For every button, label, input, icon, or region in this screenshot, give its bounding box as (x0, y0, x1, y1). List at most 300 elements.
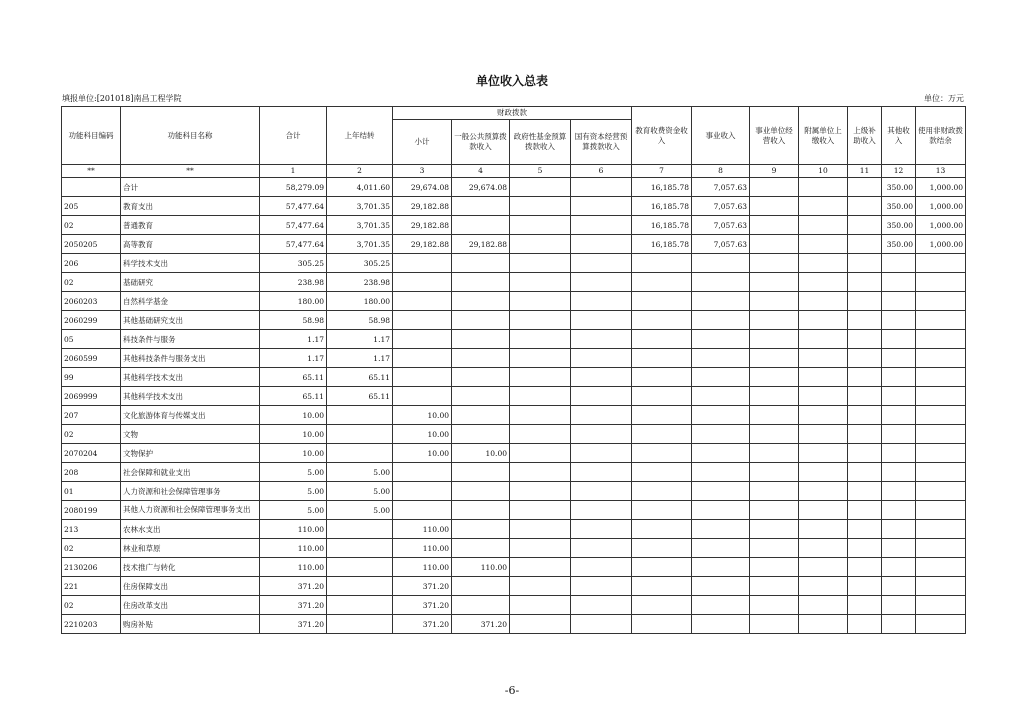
table-row (62, 349, 966, 368)
row-value (750, 482, 799, 501)
row-value (692, 463, 750, 482)
row-value (510, 273, 571, 292)
row-name: 文化旅游体育与传媒支出 (121, 406, 260, 425)
row-value (452, 216, 510, 235)
row-value (571, 330, 632, 349)
row-value (750, 539, 799, 558)
row-value (882, 577, 916, 596)
row-value (632, 311, 692, 330)
row-value (393, 292, 452, 311)
row-value (799, 387, 848, 406)
row-value (632, 349, 692, 368)
row-value (882, 444, 916, 463)
row-value (393, 330, 452, 349)
row-value (799, 349, 848, 368)
row-value (393, 387, 452, 406)
row-value (632, 558, 692, 577)
row-value (750, 387, 799, 406)
row-value (510, 406, 571, 425)
row-value: 16,185.78 (632, 235, 692, 254)
index-cell: 9 (750, 165, 799, 178)
row-value (916, 425, 966, 444)
row-value (632, 425, 692, 444)
row-value (452, 311, 510, 330)
row-value (882, 425, 916, 444)
row-value (571, 368, 632, 387)
row-value (632, 387, 692, 406)
row-code (62, 178, 121, 197)
row-value: 350.00 (882, 216, 916, 235)
row-code: 206 (62, 254, 121, 273)
row-value: 238.98 (327, 273, 393, 292)
row-value (510, 368, 571, 387)
row-value: 4,011.60 (327, 178, 393, 197)
row-value (510, 254, 571, 273)
row-value (327, 596, 393, 615)
header-non-fiscal: 使用非财政拨款结余 (916, 107, 966, 165)
row-value: 371.20 (393, 615, 452, 634)
reporting-unit: 填报单位:[201018]南昌工程学院 (62, 94, 182, 103)
row-name: 科技条件与服务 (121, 330, 260, 349)
row-code: 2070204 (62, 444, 121, 463)
row-value (799, 482, 848, 501)
row-value (848, 596, 882, 615)
row-value (510, 444, 571, 463)
row-name: 高等教育 (121, 235, 260, 254)
row-name: 科学技术支出 (121, 254, 260, 273)
row-value: 110.00 (393, 539, 452, 558)
row-value (452, 425, 510, 444)
row-value (632, 482, 692, 501)
row-value (916, 292, 966, 311)
row-value (750, 520, 799, 539)
row-value (510, 216, 571, 235)
row-value: 16,185.78 (632, 197, 692, 216)
index-cell: 6 (571, 165, 632, 178)
currency-unit: 单位：万元 (924, 94, 964, 103)
row-value (571, 558, 632, 577)
row-name: 其他基础研究支出 (121, 311, 260, 330)
row-value: 110.00 (260, 558, 327, 577)
row-value: 58.98 (260, 311, 327, 330)
row-code: 2210203 (62, 615, 121, 634)
row-value (510, 501, 571, 520)
row-value (750, 216, 799, 235)
row-value (799, 235, 848, 254)
table-row (62, 235, 966, 254)
header-business-op: 事业单位经营收入 (750, 107, 799, 165)
row-value (848, 520, 882, 539)
row-value (452, 596, 510, 615)
header-fiscal-group: 财政拨款 (393, 107, 632, 120)
row-value (882, 349, 916, 368)
row-name: 农林水支出 (121, 520, 260, 539)
index-cell: 8 (692, 165, 750, 178)
row-value (571, 577, 632, 596)
index-cell: 7 (632, 165, 692, 178)
row-value (571, 520, 632, 539)
row-value (692, 254, 750, 273)
row-name: 林业和草原 (121, 539, 260, 558)
table-row (62, 197, 966, 216)
row-value (632, 596, 692, 615)
row-value: 7,057.63 (692, 197, 750, 216)
row-value (452, 197, 510, 216)
row-value (916, 406, 966, 425)
row-value (848, 501, 882, 520)
index-row (62, 165, 966, 178)
row-value (799, 254, 848, 273)
row-value (750, 463, 799, 482)
row-value (510, 197, 571, 216)
index-cell: 4 (452, 165, 510, 178)
row-value (510, 482, 571, 501)
row-value (632, 273, 692, 292)
row-value (799, 330, 848, 349)
row-value: 29,182.88 (393, 235, 452, 254)
row-value (799, 425, 848, 444)
income-summary-table (61, 106, 966, 634)
row-value (916, 615, 966, 634)
row-value: 29,182.88 (393, 197, 452, 216)
row-value (692, 330, 750, 349)
row-value (882, 387, 916, 406)
row-name: 住房改革支出 (121, 596, 260, 615)
row-code: 221 (62, 577, 121, 596)
row-value (882, 254, 916, 273)
index-cell: 12 (882, 165, 916, 178)
row-value (510, 558, 571, 577)
row-value (632, 463, 692, 482)
row-value (393, 311, 452, 330)
table-row (62, 311, 966, 330)
row-value (799, 520, 848, 539)
row-name: 其他科学技术支出 (121, 387, 260, 406)
row-value: 110.00 (393, 520, 452, 539)
row-value (692, 406, 750, 425)
row-name: 自然科学基金 (121, 292, 260, 311)
row-value (327, 558, 393, 577)
row-value (632, 615, 692, 634)
row-value (848, 615, 882, 634)
row-value: 1.17 (327, 330, 393, 349)
table-row (62, 444, 966, 463)
row-value (848, 330, 882, 349)
row-value (750, 178, 799, 197)
row-value (452, 501, 510, 520)
row-value (571, 615, 632, 634)
row-value (692, 368, 750, 387)
row-value (750, 311, 799, 330)
row-value (393, 254, 452, 273)
row-value: 238.98 (260, 273, 327, 292)
row-value (916, 501, 966, 520)
row-value (916, 387, 966, 406)
table-row (62, 178, 966, 197)
row-value (848, 558, 882, 577)
row-value (882, 330, 916, 349)
row-value (916, 539, 966, 558)
row-value (632, 444, 692, 463)
page-number: -6- (504, 684, 520, 697)
row-value: 7,057.63 (692, 216, 750, 235)
row-value: 16,185.78 (632, 178, 692, 197)
row-value (632, 330, 692, 349)
row-value: 371.20 (260, 615, 327, 634)
row-value (799, 216, 848, 235)
row-value (452, 292, 510, 311)
row-value: 5.00 (327, 463, 393, 482)
table-row (62, 558, 966, 577)
row-value (750, 577, 799, 596)
row-value: 1,000.00 (916, 197, 966, 216)
row-value (327, 539, 393, 558)
row-value: 57,477.64 (260, 235, 327, 254)
row-value (916, 349, 966, 368)
row-value (750, 596, 799, 615)
index-cell: 3 (393, 165, 452, 178)
row-value (916, 273, 966, 292)
header-general-budget: 一般公共预算拨款收入 (452, 120, 510, 165)
row-value (848, 463, 882, 482)
row-value: 65.11 (260, 368, 327, 387)
row-code: 02 (62, 273, 121, 292)
row-value (510, 330, 571, 349)
row-value (848, 482, 882, 501)
row-value (692, 558, 750, 577)
row-value: 305.25 (327, 254, 393, 273)
row-value (632, 292, 692, 311)
row-value (632, 254, 692, 273)
row-code: 2060599 (62, 349, 121, 368)
row-value (848, 387, 882, 406)
row-value (882, 558, 916, 577)
row-value (882, 501, 916, 520)
row-code: 205 (62, 197, 121, 216)
row-value (882, 520, 916, 539)
row-value (882, 406, 916, 425)
row-value (750, 349, 799, 368)
row-value: 7,057.63 (692, 178, 750, 197)
row-code: 2069999 (62, 387, 121, 406)
row-value (571, 273, 632, 292)
row-value (571, 596, 632, 615)
row-value (510, 520, 571, 539)
row-value (799, 463, 848, 482)
row-value (393, 482, 452, 501)
row-value (882, 311, 916, 330)
row-value (571, 197, 632, 216)
row-value (848, 368, 882, 387)
row-name: 合计 (121, 178, 260, 197)
row-value (882, 615, 916, 634)
row-name: 教育支出 (121, 197, 260, 216)
row-value (571, 387, 632, 406)
row-value: 10.00 (393, 444, 452, 463)
row-value: 371.20 (393, 577, 452, 596)
row-code: 207 (62, 406, 121, 425)
row-value (571, 444, 632, 463)
row-value: 180.00 (327, 292, 393, 311)
row-value (882, 368, 916, 387)
header-subtotal: 小计 (393, 120, 452, 165)
row-value (882, 539, 916, 558)
table-row (62, 292, 966, 311)
table-row (62, 501, 966, 520)
row-value (750, 254, 799, 273)
row-value: 3,701.35 (327, 197, 393, 216)
page-title: 单位收入总表 (475, 74, 548, 88)
row-value (327, 520, 393, 539)
row-value (848, 539, 882, 558)
row-value: 1.17 (260, 330, 327, 349)
table-row (62, 463, 966, 482)
row-name: 其他人力资源和社会保障管理事务支出 (121, 501, 260, 520)
row-value (916, 520, 966, 539)
table-row (62, 539, 966, 558)
table-row (62, 330, 966, 349)
row-value (571, 349, 632, 368)
row-value: 350.00 (882, 197, 916, 216)
row-value (916, 596, 966, 615)
row-value: 5.00 (260, 501, 327, 520)
row-value (848, 425, 882, 444)
row-value (452, 368, 510, 387)
row-value: 110.00 (452, 558, 510, 577)
index-cell: 2 (327, 165, 393, 178)
row-value (799, 596, 848, 615)
row-value (750, 444, 799, 463)
row-value (882, 482, 916, 501)
row-value: 5.00 (327, 482, 393, 501)
row-value (799, 311, 848, 330)
row-value (510, 292, 571, 311)
row-value (916, 368, 966, 387)
row-value: 180.00 (260, 292, 327, 311)
row-value: 110.00 (393, 558, 452, 577)
row-value (916, 311, 966, 330)
row-value: 371.20 (260, 577, 327, 596)
row-value (750, 292, 799, 311)
row-value (571, 292, 632, 311)
row-value (571, 235, 632, 254)
row-value (632, 368, 692, 387)
row-value (452, 539, 510, 558)
row-value: 3,701.35 (327, 235, 393, 254)
table-body (62, 178, 966, 634)
table-row (62, 425, 966, 444)
table-row (62, 482, 966, 501)
row-value (750, 501, 799, 520)
row-code: 05 (62, 330, 121, 349)
row-value: 65.11 (260, 387, 327, 406)
row-value (571, 406, 632, 425)
row-name: 文物 (121, 425, 260, 444)
row-code: 2080199 (62, 501, 121, 520)
row-value: 350.00 (882, 178, 916, 197)
row-value (393, 273, 452, 292)
row-value (452, 349, 510, 368)
row-value: 29,674.08 (393, 178, 452, 197)
table-row (62, 216, 966, 235)
row-code: 02 (62, 425, 121, 444)
row-value (571, 463, 632, 482)
row-value (510, 463, 571, 482)
row-value: 7,057.63 (692, 235, 750, 254)
header-other: 其他收入 (882, 107, 916, 165)
row-value (571, 216, 632, 235)
row-code: 2130206 (62, 558, 121, 577)
row-value (452, 406, 510, 425)
header-total: 合计 (260, 107, 327, 165)
row-value (799, 539, 848, 558)
row-value: 110.00 (260, 520, 327, 539)
row-value (452, 330, 510, 349)
header-state-capital: 国有资本经营预算拨款收入 (571, 120, 632, 165)
row-value (799, 178, 848, 197)
row-code: 01 (62, 482, 121, 501)
row-value (848, 577, 882, 596)
row-value (848, 292, 882, 311)
row-value (750, 368, 799, 387)
row-value (571, 539, 632, 558)
row-value (571, 254, 632, 273)
row-value (393, 463, 452, 482)
row-value (848, 444, 882, 463)
row-value (510, 178, 571, 197)
row-value: 1.17 (327, 349, 393, 368)
row-value (632, 577, 692, 596)
row-value: 1,000.00 (916, 178, 966, 197)
row-value: 29,182.88 (393, 216, 452, 235)
header-edu-fee: 教育收费资金收入 (632, 107, 692, 165)
row-name: 其他科学技术支出 (121, 368, 260, 387)
row-value (692, 596, 750, 615)
row-value (692, 292, 750, 311)
row-code: 02 (62, 596, 121, 615)
row-value (848, 235, 882, 254)
row-name: 基础研究 (121, 273, 260, 292)
row-value (510, 387, 571, 406)
row-code: 208 (62, 463, 121, 482)
header-gov-fund: 政府性基金预算拨款收入 (510, 120, 571, 165)
row-code: 2050205 (62, 235, 121, 254)
row-value (848, 273, 882, 292)
row-value: 29,674.08 (452, 178, 510, 197)
row-value (692, 387, 750, 406)
row-value (510, 539, 571, 558)
table-row (62, 596, 966, 615)
row-value (692, 482, 750, 501)
row-value (692, 311, 750, 330)
row-name: 住房保障支出 (121, 577, 260, 596)
row-value: 305.25 (260, 254, 327, 273)
row-value: 57,477.64 (260, 216, 327, 235)
row-value: 1,000.00 (916, 235, 966, 254)
header-superior: 上级补助收入 (848, 107, 882, 165)
row-value (692, 425, 750, 444)
row-value (916, 558, 966, 577)
row-value (452, 577, 510, 596)
row-value (848, 311, 882, 330)
row-value: 10.00 (260, 444, 327, 463)
table-row (62, 577, 966, 596)
row-value (799, 292, 848, 311)
row-name: 其他科技条件与服务支出 (121, 349, 260, 368)
row-value (692, 539, 750, 558)
row-value (452, 273, 510, 292)
row-code: 99 (62, 368, 121, 387)
